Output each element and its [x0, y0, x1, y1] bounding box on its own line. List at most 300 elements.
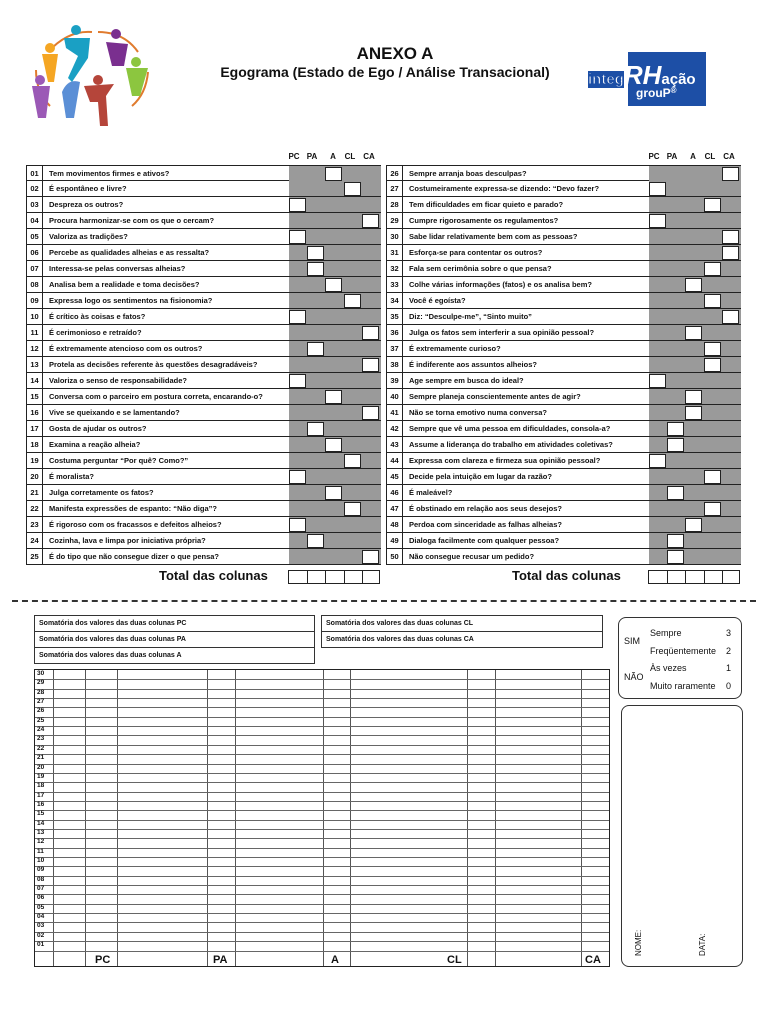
question-row: [26, 405, 381, 421]
question-number: 05: [27, 229, 43, 244]
question-text: Julga corretamente os fatos?: [49, 488, 154, 497]
question-row: [386, 165, 741, 181]
question-number: 28: [387, 197, 403, 212]
legend-sim: SIM: [624, 636, 641, 646]
question-number: 22: [27, 501, 43, 516]
answer-box-pc[interactable]: [649, 182, 666, 196]
answer-shaded-area: [649, 549, 741, 564]
logo-registered: ®: [670, 86, 677, 95]
sum-pa: Somatória dos valores das duas colunas PA: [35, 632, 314, 648]
question-text: Percebe as qualidades alheias e as ressalta?: [49, 248, 210, 257]
answer-box-a[interactable]: [685, 326, 702, 340]
grid-scale-number: 27: [37, 698, 45, 706]
question-number: 20: [27, 469, 43, 484]
question-text: É extremamente curioso?: [409, 344, 501, 353]
grid-row-line: [35, 717, 609, 718]
question-row: [386, 277, 741, 293]
grid-row-line: [35, 754, 609, 755]
question-number: 37: [387, 341, 403, 356]
sum-ca: Somatória dos valores das duas colunas CA: [326, 636, 474, 643]
answer-box-a[interactable]: [685, 518, 702, 532]
answer-box-pc[interactable]: [649, 214, 666, 228]
question-number: 47: [387, 501, 403, 516]
question-number: 40: [387, 389, 403, 404]
question-row: [26, 485, 381, 501]
question-text: Dialoga facilmente com qualquer pessoa?: [409, 536, 560, 545]
question-text: Decide pela intuição em lugar da razão?: [409, 472, 552, 481]
grid-row-line: [35, 820, 609, 821]
question-text: Sempre que vê uma pessoa em dificuldades, consola-a?: [409, 424, 611, 433]
question-number: 42: [387, 421, 403, 436]
question-row: [26, 501, 381, 517]
answer-legend: [618, 617, 742, 699]
grid-scale-number: 09: [37, 866, 45, 874]
grid-scale-number: 28: [37, 688, 45, 696]
grid-scale-number: 24: [37, 726, 45, 734]
grid-scale-number: 12: [37, 838, 45, 846]
question-text: Interessa-se pelas conversas alheias?: [49, 264, 186, 273]
question-row: [26, 437, 381, 453]
answer-box-pc[interactable]: [649, 374, 666, 388]
question-row: [386, 229, 741, 245]
question-number: 31: [387, 245, 403, 260]
column-header-a: A: [330, 152, 336, 161]
question-text: É obstinado em relação aos seus desejos?: [409, 504, 562, 513]
question-row: [26, 373, 381, 389]
legend-value: 1: [725, 663, 731, 673]
answer-shaded-area: [289, 533, 381, 548]
grid-scale-number: 26: [37, 707, 45, 715]
question-row: [386, 549, 741, 565]
question-text: É rigoroso com os fracassos e defeitos alheios?: [49, 520, 222, 529]
question-row: [386, 533, 741, 549]
grid-scale-number: 06: [37, 894, 45, 902]
answer-box-ca[interactable]: [722, 167, 739, 181]
question-row: [386, 501, 741, 517]
column-totals-boxes[interactable]: [288, 570, 380, 584]
question-text: Conversa com o parceiro em postura correta, encarando-o?: [49, 392, 263, 401]
question-number: 15: [27, 389, 43, 404]
question-text: Valoriza as tradições?: [49, 232, 128, 241]
grid-row-line: [35, 941, 609, 942]
question-text: Sempre planeja conscientemente antes de agir?: [409, 392, 581, 401]
answer-box-a[interactable]: [325, 167, 342, 181]
question-row: [386, 405, 741, 421]
answer-box-cl[interactable]: [704, 358, 721, 372]
question-text: É cerimonioso e retraído?: [49, 328, 142, 337]
answer-box-a[interactable]: [685, 406, 702, 420]
question-number: 12: [27, 341, 43, 356]
sum-cl: Somatória dos valores das duas colunas CL: [322, 616, 602, 632]
question-text: É maleável?: [409, 488, 453, 497]
answer-box-ca[interactable]: [362, 550, 379, 564]
legend-value: 0: [725, 681, 731, 691]
grid-scale-number: 29: [37, 679, 45, 687]
question-number: 10: [27, 309, 43, 324]
question-text: Não consegue recusar um pedido?: [409, 552, 535, 561]
answer-box-pa[interactable]: [307, 534, 324, 548]
question-number: 17: [27, 421, 43, 436]
question-row: [386, 181, 741, 197]
answer-box-cl[interactable]: [704, 342, 721, 356]
logo-text-group: grouP: [636, 86, 671, 100]
answer-shaded-area: [289, 245, 381, 260]
answer-box-cl[interactable]: [344, 502, 361, 516]
answer-box-cl[interactable]: [344, 454, 361, 468]
answer-shaded-area: [649, 293, 741, 308]
question-row: [386, 373, 741, 389]
question-text: Sempre arranja boas desculpas?: [409, 169, 527, 178]
question-row: [386, 325, 741, 341]
question-row: [386, 197, 741, 213]
answer-box-cl[interactable]: [704, 262, 721, 276]
grid-row-line: [35, 707, 609, 708]
answer-box-ca[interactable]: [722, 230, 739, 244]
grid-scale-number: 15: [37, 810, 45, 818]
column-totals-boxes[interactable]: [648, 570, 740, 584]
grid-row-line: [35, 951, 609, 952]
grid-scale-number: 17: [37, 791, 45, 799]
grid-scale-number: 19: [37, 772, 45, 780]
answer-box-pa[interactable]: [307, 342, 324, 356]
sum-box-left: [34, 615, 315, 664]
question-text: Colhe várias informações (fatos) e os analisa bem?: [409, 280, 592, 289]
answer-shaded-area: [289, 181, 381, 196]
date-label: DATA:: [698, 933, 707, 956]
answer-box-a[interactable]: [685, 278, 702, 292]
question-row: [386, 261, 741, 277]
question-text: Assume a liderança do trabalho em atividades coletivas?: [409, 440, 613, 449]
question-number: 36: [387, 325, 403, 340]
question-number: 33: [387, 277, 403, 292]
grid-scale-number: 02: [37, 931, 45, 939]
question-row: [26, 293, 381, 309]
question-number: 02: [27, 181, 43, 196]
grid-footer-cl: CL: [447, 954, 462, 966]
grid-footer-a: A: [331, 954, 339, 966]
answer-box-pa[interactable]: [667, 486, 684, 500]
question-number: 50: [387, 549, 403, 564]
column-header-cl: CL: [704, 152, 716, 161]
question-row: [26, 421, 381, 437]
question-row: [26, 213, 381, 229]
question-number: 14: [27, 373, 43, 388]
grid-row-line: [35, 801, 609, 802]
egogram-grid: [34, 669, 610, 967]
totals-divider: [362, 571, 363, 583]
question-text: Sabe lidar relativamente bem com as pessoas?: [409, 232, 578, 241]
question-text: É crítico às coisas e fatos?: [49, 312, 146, 321]
question-number: 06: [27, 245, 43, 260]
question-text: Cumpre rigorosamente os regulamentos?: [409, 216, 559, 225]
column-totals-label: Total das colunas: [159, 568, 268, 583]
grid-row-line: [35, 726, 609, 727]
grid-scale-number: 20: [37, 763, 45, 771]
grid-footer-pa: PA: [213, 954, 228, 966]
integrhacao-logo: [588, 52, 744, 108]
totals-divider: [307, 571, 308, 583]
question-number: 23: [27, 517, 43, 532]
question-number: 01: [27, 166, 43, 181]
question-row: [26, 165, 381, 181]
question-number: 48: [387, 517, 403, 532]
grid-scale-number: 13: [37, 828, 45, 836]
question-row: [386, 341, 741, 357]
question-row: [386, 485, 741, 501]
question-text: É indiferente aos assuntos alheios?: [409, 360, 537, 369]
question-text: Examina a reação alheia?: [49, 440, 141, 449]
legend-label: Às vezes: [650, 663, 687, 673]
question-row: [26, 277, 381, 293]
column-header-cl: CL: [344, 152, 356, 161]
question-number: 35: [387, 309, 403, 324]
answer-box-cl[interactable]: [344, 294, 361, 308]
question-number: 13: [27, 357, 43, 372]
question-number: 16: [27, 405, 43, 420]
answer-shaded-area: [289, 293, 381, 308]
answer-shaded-area: [289, 341, 381, 356]
grid-row-line: [35, 810, 609, 811]
question-number: 34: [387, 293, 403, 308]
grid-scale-number: 07: [37, 885, 45, 893]
legend-label: Freqüentemente: [650, 646, 717, 656]
question-text: Tem dificuldades em ficar quieto e parado?: [409, 200, 564, 209]
cut-line: [12, 600, 756, 602]
grid-row-line: [35, 764, 609, 765]
answer-box-ca[interactable]: [362, 406, 379, 420]
answer-box-a[interactable]: [325, 278, 342, 292]
question-row: [26, 309, 381, 325]
answer-shaded-area: [289, 453, 381, 468]
answer-shaded-area: [289, 261, 381, 276]
name-label: NOME:: [634, 929, 643, 956]
grid-row-line: [35, 838, 609, 839]
grid-row-line: [35, 848, 609, 849]
logo-text-acao: ação: [661, 71, 696, 88]
grid-row-line: [35, 782, 609, 783]
answer-box-ca[interactable]: [362, 326, 379, 340]
answer-box-cl[interactable]: [344, 182, 361, 196]
answer-box-pc[interactable]: [289, 310, 306, 324]
question-number: 44: [387, 453, 403, 468]
legend-nao: NÃO: [624, 672, 644, 682]
question-number: 46: [387, 485, 403, 500]
question-number: 30: [387, 229, 403, 244]
grid-row-line: [35, 829, 609, 830]
question-text: Costuma perguntar “Por quê? Como?”: [49, 456, 189, 465]
grid-row-line: [35, 689, 609, 690]
question-text: Fala sem cerimônia sobre o que pensa?: [409, 264, 552, 273]
grid-scale-number: 30: [37, 670, 45, 677]
question-number: 32: [387, 261, 403, 276]
grid-row-line: [35, 773, 609, 774]
answer-shaded-area: [289, 501, 381, 516]
legend-value: 3: [725, 628, 731, 638]
question-text: Diz: “Desculpe-me”, “Sinto muito”: [409, 312, 532, 321]
question-row: [26, 453, 381, 469]
question-number: 43: [387, 437, 403, 452]
answer-shaded-area: [649, 469, 741, 484]
grid-scale-number: 11: [37, 847, 44, 855]
grid-row-line: [35, 745, 609, 746]
grid-row-line: [35, 735, 609, 736]
question-row: [386, 389, 741, 405]
question-number: 39: [387, 373, 403, 388]
question-row: [26, 261, 381, 277]
answer-box-ca[interactable]: [362, 214, 379, 228]
question-row: [26, 341, 381, 357]
question-row: [386, 213, 741, 229]
answer-box-pc[interactable]: [289, 374, 306, 388]
question-row: [386, 517, 741, 533]
answer-box-cl[interactable]: [704, 470, 721, 484]
grid-footer-ca: CA: [585, 954, 601, 966]
question-number: 29: [387, 213, 403, 228]
question-text: Esforça-se para contentar os outros?: [409, 248, 543, 257]
question-row: [386, 453, 741, 469]
answer-box-pa[interactable]: [307, 246, 324, 260]
grid-scale-number: 21: [37, 754, 45, 762]
totals-divider: [344, 571, 345, 583]
question-row: [386, 309, 741, 325]
totals-divider: [722, 571, 723, 583]
grid-scale-number: 14: [37, 819, 45, 827]
question-text: Protela as decisões referente às questões desagradáveis?: [49, 360, 258, 369]
grid-row-line: [35, 866, 609, 867]
question-text: Julga os fatos sem interferir a sua opinião pessoal?: [409, 328, 595, 337]
answer-box-pa[interactable]: [667, 438, 684, 452]
grid-row-line: [35, 885, 609, 886]
annex-title: ANEXO A: [356, 44, 434, 63]
answer-shaded-area: [649, 485, 741, 500]
grid-scale-number: 04: [37, 913, 45, 921]
answer-box-pc[interactable]: [289, 198, 306, 212]
grid-footer-pc: PC: [95, 954, 111, 966]
question-text: Expressa logo os sentimentos na fisionomia?: [49, 296, 213, 305]
grid-row-line: [35, 932, 609, 933]
totals-divider: [704, 571, 705, 583]
answer-shaded-area: [649, 341, 741, 356]
grid-row-line: [35, 857, 609, 858]
answer-box-a[interactable]: [325, 486, 342, 500]
grid-scale-number: 03: [37, 922, 45, 930]
grid-row-line: [35, 698, 609, 699]
answer-box-cl[interactable]: [704, 294, 721, 308]
document-subtitle: Egograma (Estado de Ego / Análise Transacional): [220, 64, 550, 80]
sum-box-right: [321, 615, 603, 648]
answer-box-pa[interactable]: [307, 422, 324, 436]
question-number: 19: [27, 453, 43, 468]
answer-box-pc[interactable]: [289, 518, 306, 532]
question-number: 49: [387, 533, 403, 548]
grid-scale-number: 10: [37, 857, 45, 864]
question-row: [26, 389, 381, 405]
answer-box-a[interactable]: [325, 390, 342, 404]
question-text: Expressa com clareza e firmeza sua opinião pessoal?: [409, 456, 601, 465]
question-row: [386, 469, 741, 485]
question-number: 26: [387, 166, 403, 181]
totals-divider: [667, 571, 668, 583]
question-text: Despreza os outros?: [49, 200, 124, 209]
answer-box-pa[interactable]: [667, 534, 684, 548]
answer-shaded-area: [649, 437, 741, 452]
question-number: 11: [27, 325, 43, 340]
question-row: [26, 325, 381, 341]
question-number: 38: [387, 357, 403, 372]
question-number: 41: [387, 405, 403, 420]
question-number: 08: [27, 277, 43, 292]
grid-scale-number: 25: [37, 716, 45, 724]
answer-box-pa[interactable]: [667, 422, 684, 436]
answer-box-pc[interactable]: [289, 470, 306, 484]
question-text: Não se torna emotivo numa conversa?: [409, 408, 547, 417]
answer-box-ca[interactable]: [722, 246, 739, 260]
question-text: Costumeiramente expressa-se dizendo: “Devo fazer?: [409, 184, 600, 193]
answer-box-pa[interactable]: [667, 550, 684, 564]
grid-scale-number: 08: [37, 875, 45, 883]
answer-shaded-area: [649, 533, 741, 548]
question-text: Você é egoísta?: [409, 296, 466, 305]
question-number: 09: [27, 293, 43, 308]
question-number: 04: [27, 213, 43, 228]
answer-box-pc[interactable]: [649, 454, 666, 468]
name-date-box: [621, 705, 743, 967]
question-row: [26, 549, 381, 565]
totals-divider: [685, 571, 686, 583]
question-text: Perdoa com sinceridade as falhas alheias?: [409, 520, 562, 529]
question-text: É do tipo que não consegue dizer o que pensa?: [49, 552, 220, 561]
answer-shaded-area: [649, 501, 741, 516]
answer-box-a[interactable]: [325, 438, 342, 452]
grid-row-line: [35, 876, 609, 877]
answer-box-cl[interactable]: [704, 198, 721, 212]
totals-divider: [325, 571, 326, 583]
sum-pc: Somatória dos valores das duas colunas PC: [35, 616, 314, 632]
question-text: Gosta de ajudar os outros?: [49, 424, 147, 433]
question-row: [26, 517, 381, 533]
column-header-pa: PA: [666, 152, 678, 161]
question-text: Cozinha, lava e limpa por iniciativa própria?: [49, 536, 206, 545]
answer-box-pc[interactable]: [289, 230, 306, 244]
column-header-pc: PC: [288, 152, 300, 161]
column-header-ca: CA: [363, 152, 375, 161]
team-people-logo: [28, 22, 156, 128]
column-header-ca: CA: [723, 152, 735, 161]
answer-box-cl[interactable]: [704, 502, 721, 516]
answer-box-pa[interactable]: [307, 262, 324, 276]
answer-box-a[interactable]: [685, 390, 702, 404]
column-header-pc: PC: [648, 152, 660, 161]
question-text: É moralista?: [49, 472, 95, 481]
question-text: Procura harmonizar-se com os que o cercam?: [49, 216, 215, 225]
question-number: 18: [27, 437, 43, 452]
column-totals-label: Total das colunas: [512, 568, 621, 583]
legend-label: Sempre: [650, 628, 682, 638]
grid-scale-number: 16: [37, 800, 45, 808]
question-text: É espontâneo e livre?: [49, 184, 127, 193]
grid-row-line: [35, 679, 609, 680]
question-row: [26, 229, 381, 245]
question-row: [26, 197, 381, 213]
grid-scale-number: 22: [37, 744, 45, 752]
grid-row-line: [35, 894, 609, 895]
grid-row-line: [35, 922, 609, 923]
question-text: Analisa bem a realidade e toma decisões?: [49, 280, 200, 289]
answer-box-ca[interactable]: [722, 310, 739, 324]
answer-box-ca[interactable]: [362, 358, 379, 372]
question-number: 24: [27, 533, 43, 548]
logo-text-rh: RH: [623, 60, 662, 90]
